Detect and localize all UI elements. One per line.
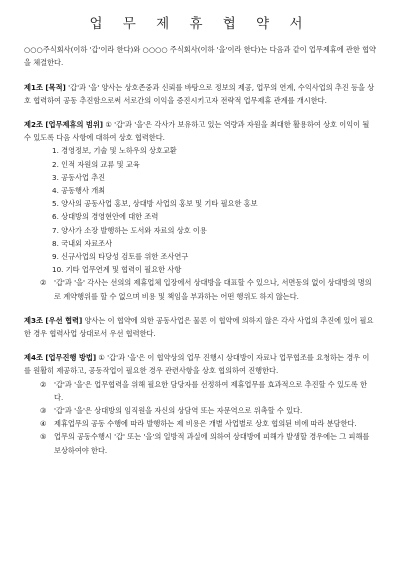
article-4-clause-1-number: ①: [98, 353, 105, 363]
clause-number: ④: [40, 419, 47, 429]
list-item: 2. 인적 자원의 교류 및 교육: [52, 159, 140, 169]
article-4: [24, 351, 376, 457]
document-title: 업 무 제 휴 협 약 서: [89, 16, 311, 32]
list-item: 5. 양사의 공동사업 홍보, 상대방 사업의 홍보 및 기타 필요한 홍보: [52, 199, 258, 209]
article-4-clause-4: [24, 417, 376, 430]
clause-number: ⑤: [40, 432, 47, 442]
article-1-body: '갑'과 '을' 양사는 상호존중과 신뢰를 바탕으로 정보의 제공, 업무의 연계, 수익사업의 추진 등을 상호 협력하여 공동 추진함으로써 서로간의 이익을 증진시키고자 전략적 업무제휴 관계를 개시한다.: [24, 82, 375, 105]
list-item: 9. 신규사업의 타당성 검토를 위한 조사연구: [52, 252, 189, 262]
clause-number: ②: [40, 379, 47, 389]
clause-number: ②: [40, 278, 47, 288]
list-item: 10. 기타 업무연계 및 협력이 필요한 사항: [52, 265, 182, 275]
list-item: 1. 경영정보, 기술 및 노하우의 상호교환: [52, 146, 177, 156]
article-1-heading: 제1조 [목적]: [24, 82, 66, 92]
clause-text: '갑'과 '을' 각사는 선의의 제휴업체 입장에서 상대방을 대표할 수 있으나, 서면동의 없이 상대방의 명의로 계약행위를 할 수 없으며 비용 및 책임을 부과하는 어떤 행위도 하지 않는다.: [54, 278, 372, 301]
article-4-clause-1: '갑'과 '을'은 이 협약상의 업무 진행시 상대방이 자료나 업무협조를 요청하는 경우 이를 원활히 제공하고, 공동작업이 필요한 경우 관련사항을 상호 협의하여 진행한다.: [24, 353, 370, 376]
article-4-clause-3: [24, 404, 376, 417]
article-1: [24, 81, 376, 107]
article-3-body: 양사는 이 협약에 의한 공동사업은 물론 이 협약에 의하지 않은 각사 사업의 추진에 있어 필요한 경우 협력사업 상대로서 우선 협력한다.: [24, 315, 374, 339]
clause-text: 업무의 공동수행시 '갑' 또는 '을'의 일방적 과실에 의하여 상대방에 피해가 발생할 경우에는 그 피해를 보상하여야 한다.: [54, 432, 370, 455]
clause-text: '갑'과 '을'은 업무협력을 위해 필요한 담당자를 선정하여 제휴업무를 효과적으로 추진할 수 있도록 한다.: [54, 379, 368, 402]
list-item: 7. 양사가 소장 발행하는 도서와 자료의 상호 이용: [52, 225, 207, 235]
list-item: 6. 상대방의 경영현안에 대한 조력: [52, 212, 159, 222]
clause-number: ③: [40, 406, 47, 416]
article-3: [24, 314, 376, 340]
article-4-clause-5: [24, 430, 376, 456]
article-2-heading: 제2조 [업무제휴의 범위]: [24, 120, 104, 130]
article-3-heading: 제3조 [우선 협력]: [24, 315, 83, 325]
list-item: 4. 공동행사 개최: [52, 186, 106, 196]
list-item: 3. 공동사업 추진: [52, 172, 106, 182]
clause-text: '갑'과 '을'은 상대방의 임직원을 자신의 상담역 또는 자문역으로 위촉할 수 있다.: [54, 406, 303, 416]
article-4-heading: 제4조 [업무진행 방법]: [24, 353, 97, 363]
clause-text: 제휴업무의 공동 수행에 따라 발행하는 제 비용은 개별 사업별로 상호 협의된 비에 따라 분담한다.: [54, 419, 357, 429]
article-2-clause-1: '갑'과 '을'은 각사가 보유하고 있는 역량과 자원을 최대한 활용하여 상호 이익이 될 수 있도록 다음 사항에 대하여 상호 협력한다.: [24, 120, 370, 143]
article-2-clause-1-number: ①: [105, 120, 112, 130]
article-2-item-list: [24, 144, 376, 276]
intro-paragraph: ○○○주식회사(이하 '갑'이라 한다)와 ○○○○ 주식회사(이하 '을'이라 한다)는 다음과 같이 업무제휴에 관한 협약을 체결한다.: [24, 45, 376, 68]
article-4-clause-2: [24, 378, 376, 404]
article-2: [24, 118, 376, 303]
article-2-clause-2: [24, 276, 376, 302]
list-item: 8. 국내외 자료조사: [52, 238, 113, 248]
